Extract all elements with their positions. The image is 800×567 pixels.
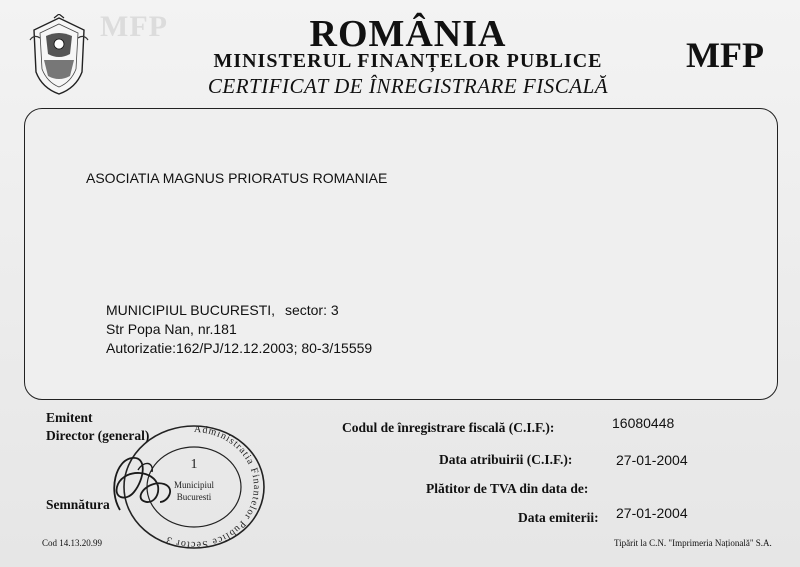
ministry-title: MINISTERUL FINANȚELOR PUBLICE bbox=[213, 50, 603, 72]
entity-street: Str Popa Nan, nr.181 bbox=[106, 321, 237, 337]
vat-date-label: Plătitor de TVA din data de: bbox=[426, 481, 589, 496]
watermark-logo: MFP bbox=[100, 10, 168, 43]
entity-municipality-line bbox=[106, 302, 339, 318]
issuer-label: Emitent bbox=[46, 410, 93, 425]
assignment-date-value: 27-01-2004 bbox=[616, 452, 688, 468]
director-label: Director (general) bbox=[46, 428, 150, 443]
issue-date-value: 27-01-2004 bbox=[616, 505, 688, 521]
stamp-center-line1: Municipiul bbox=[174, 480, 214, 490]
assignment-date-label: Data atribuirii (C.I.F.): bbox=[439, 452, 573, 467]
entity-municipality: MUNICIPIUL BUCURESTI, bbox=[106, 302, 276, 318]
form-code: Cod 14.13.20.99 bbox=[42, 538, 103, 548]
printer-credit: Tipărit la C.N. "Imprimeria Națională" S.A. bbox=[614, 538, 772, 548]
entity-name: ASOCIATIA MAGNUS PRIORATUS ROMANIAE bbox=[86, 170, 388, 186]
stamp-number: 1 bbox=[190, 457, 198, 472]
entity-authorization: Autorizatie:162/PJ/12.12.2003; 80-3/15559 bbox=[106, 340, 373, 356]
country-title: ROMÂNIA bbox=[309, 13, 507, 55]
mfp-logo: MFP bbox=[686, 35, 764, 75]
stamp-center-line2: Bucuresti bbox=[176, 492, 212, 502]
issue-date-label: Data emiterii: bbox=[518, 510, 599, 525]
taxpayer-panel bbox=[24, 108, 778, 400]
stamp-ring-text: Administratia Finantelor Publice Sector 3 bbox=[164, 423, 262, 550]
cif-label: Codul de înregistrare fiscală (C.I.F.): bbox=[342, 420, 555, 435]
signature-label: Semnătura bbox=[46, 497, 110, 512]
certificate-title: CERTIFICAT DE ÎNREGISTRARE FISCALĂ bbox=[207, 74, 609, 98]
handwritten-signature bbox=[98, 440, 208, 520]
cif-value: 16080448 bbox=[612, 415, 675, 431]
entity-sector: sector: 3 bbox=[284, 302, 339, 318]
